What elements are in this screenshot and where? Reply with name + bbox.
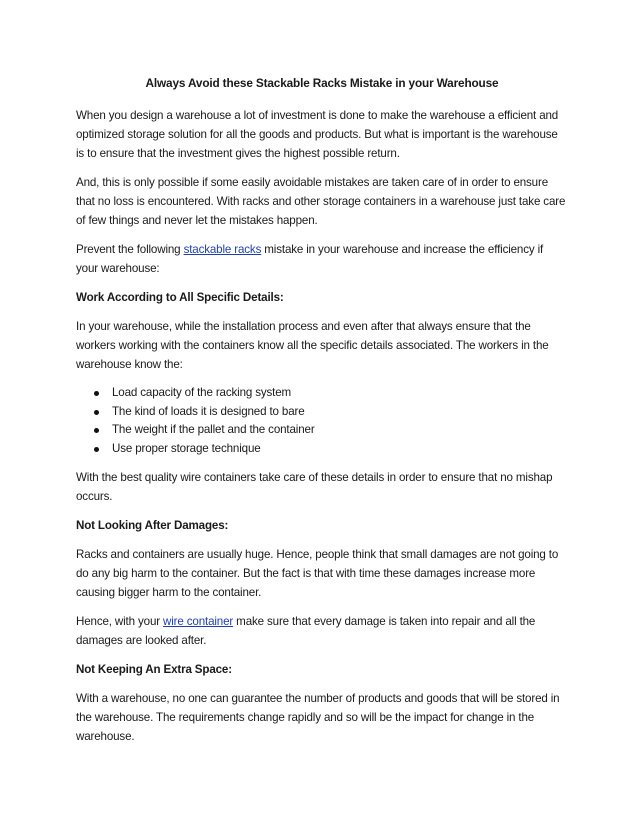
paragraph-3-after-link: mistake in your warehouse and increase the efficiency if your warehouse: (76, 243, 544, 275)
section-2-before-link: Hence, with your (76, 615, 164, 628)
bullet-text: Use proper storage technique (112, 441, 261, 455)
bullet-item (94, 384, 568, 403)
paragraph-3 (76, 240, 568, 278)
bullet-item (94, 421, 568, 440)
bullet-item (94, 403, 568, 422)
paragraph-3-before-link: Prevent the following (76, 243, 184, 256)
section-1-heading: Work According to All Specific Details: (76, 291, 284, 304)
section-1-paragraph: In your warehouse, while the installation process and even after that always ensure that the workers working with the containers know all the specific details associated. The workers in the warehouse know the: (76, 320, 549, 371)
intro-paragraph: When you design a warehouse a lot of investment is done to make the warehouse a efficient and optimized storage solution for all the goods and products. But what is important is the warehouse is to ensure that the investment gives the highest possible return. (76, 109, 559, 160)
section-2-after-link: make sure that every damage is taken into repair and all the damages are looked after. (76, 615, 536, 647)
section-2-paragraph: Racks and containers are usually huge. Hence, people think that small damages are not going to do any big harm to the container. But the fact is that with time these damages increase more causing bigger harm to the container. (76, 548, 559, 599)
wire-container-link[interactable]: wire container (163, 615, 234, 628)
bullet-icon (94, 428, 99, 433)
bullet-text: The weight if the pallet and the container (112, 423, 315, 436)
document-title: Always Avoid these Stackable Racks Mistake in your Warehouse (145, 76, 499, 90)
bullet-text: The kind of loads it is designed to bare (112, 404, 305, 418)
bullet-item (94, 440, 568, 459)
bullet-text: Load capacity of the racking system (112, 386, 292, 399)
stackable-racks-link[interactable]: stackable racks (183, 243, 262, 256)
bullet-icon (94, 391, 99, 396)
bullet-icon (94, 410, 99, 415)
bullet-icon (94, 447, 99, 452)
section-2-heading: Not Looking After Damages: (76, 519, 229, 532)
paragraph-2: And, this is only possible if some easily avoidable mistakes are taken care of in order to ensure that no loss is encountered. With racks and other storage containers in a warehouse just take care of few things and never let the mistakes happen. (76, 176, 566, 227)
section-3-heading: Not Keeping An Extra Space: (76, 663, 232, 676)
section-1-closing-paragraph: With the best quality wire containers take care of these details in order to ensure that no mishap occurs. (76, 471, 553, 503)
section-3-paragraph: With a warehouse, no one can guarantee the number of products and goods that will be stored in the warehouse. The requirements change rapidly and so will be the impact for change in the warehouse. (76, 692, 560, 743)
document-page (76, 74, 568, 756)
details-bullet-list (76, 384, 568, 458)
section-2-link-paragraph (76, 612, 568, 650)
